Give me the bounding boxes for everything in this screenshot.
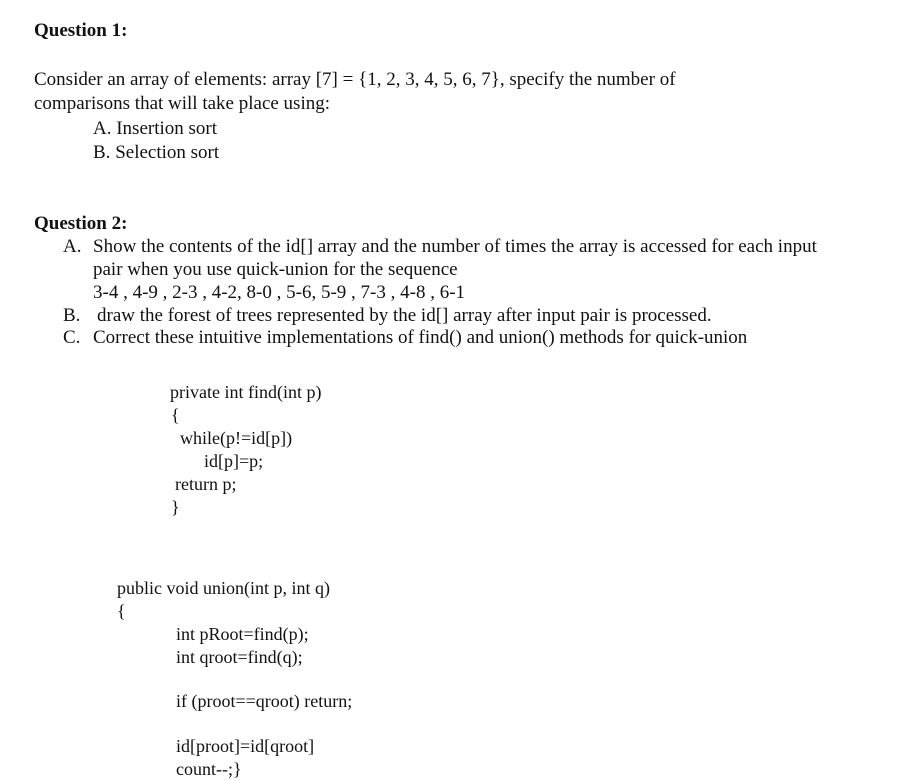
question-2-heading: Question 2: [34, 213, 128, 234]
question-2-part-a-line-1: Show the contents of the id[] array and the number of times the array is accessed for each input [93, 236, 817, 257]
code-union-proot: int pRoot=find(p); [176, 624, 309, 644]
question-1-text-line-2: comparisons that will take place using: [34, 93, 331, 114]
code-union-qroot: int qroot=find(q); [176, 647, 303, 667]
question-2-part-c-label: C. [63, 327, 81, 348]
code-find-while: while(p!=id[p]) [180, 428, 293, 448]
code-union-signature: public void union(int p, int q) [117, 578, 330, 598]
option-b-label: B. [93, 142, 111, 163]
option-b-text: Selection sort [115, 142, 220, 163]
question-2-part-a-label: A. [63, 236, 82, 257]
question-1-heading: Question 1: [34, 20, 128, 41]
code-find-return: return p; [175, 474, 237, 494]
code-union-open-brace: { [117, 601, 126, 621]
question-1-option-a [93, 118, 217, 140]
question-2-part-b-text: draw the forest of trees represented by the id[] array after input pair is processed. [97, 305, 712, 326]
code-find-assign: id[p]=p; [204, 451, 264, 471]
code-find-close-brace: } [171, 497, 180, 517]
question-1-option-b [93, 142, 219, 164]
question-2-part-a-line-2: pair when you use quick-union for the sequence [93, 259, 458, 280]
question-2-part-c-text: Correct these intuitive implementations of find() and union() methods for quick-union [93, 327, 748, 348]
code-find-signature: private int find(int p) [170, 382, 322, 402]
question-2-part-a-sequence: 3-4 , 4-9 , 2-3 , 4-2, 8-0 , 5-6, 5-9 , 7-3 , 4-8 , 6-1 [93, 282, 466, 303]
code-find-open-brace: { [171, 405, 180, 425]
code-union-if: if (proot==qroot) return; [176, 691, 353, 711]
option-a-label: A. [93, 118, 112, 139]
question-2-part-b-label: B. [63, 305, 81, 326]
option-a-text: Insertion sort [116, 118, 218, 139]
question-1-text-line-1: Consider an array of elements: array [7] = {1, 2, 3, 4, 5, 6, 7}, specify the number of [34, 69, 676, 90]
code-union-count: count--;} [176, 759, 242, 779]
code-union-assign: id[proot]=id[qroot] [176, 736, 315, 756]
